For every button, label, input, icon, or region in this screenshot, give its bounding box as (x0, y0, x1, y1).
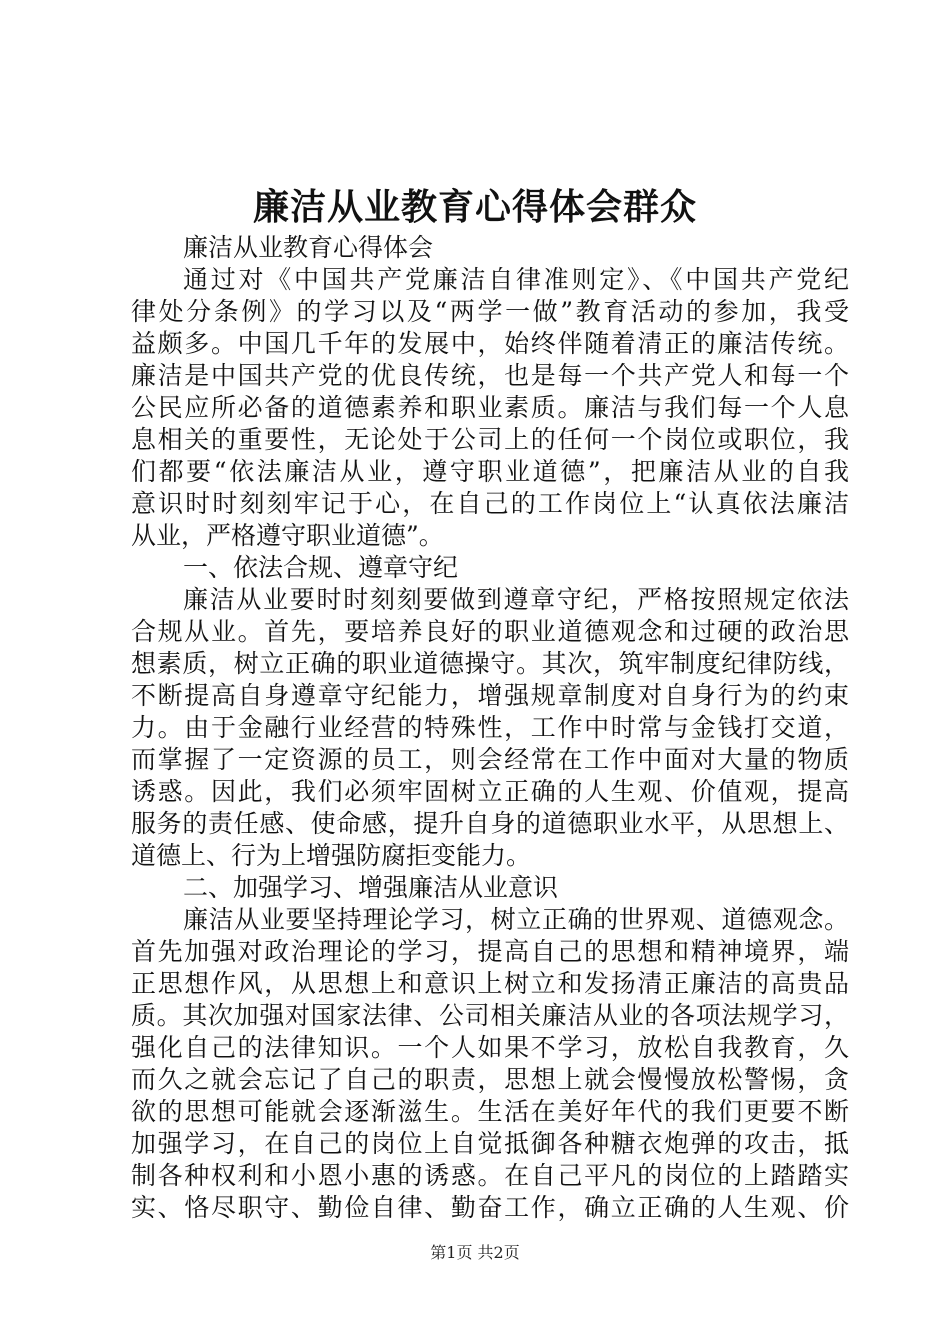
subtitle-line: 廉洁从业教育心得体会 (183, 233, 434, 262)
paragraph-line: 想素质，树立正确的职业道德操守。其次，筑牢制度纪律防线， (131, 649, 849, 678)
paragraph-line: 意识时时刻刻牢记于心，在自己的工作岗位上“认真依法廉洁 (131, 489, 849, 518)
paragraph-line: 力。由于金融行业经营的特殊性，工作中时常与金钱打交道， (131, 713, 849, 742)
paragraph-line: 廉洁是中国共产党的优良传统，也是每一个共产党人和每一个 (131, 361, 849, 390)
paragraph-line: 而掌握了一定资源的员工，则会经常在工作中面对大量的物质 (131, 745, 849, 774)
paragraph-line: 首先加强对政治理论的学习，提高自己的思想和精神境界，端 (131, 937, 849, 966)
paragraph-line: 息相关的重要性，无论处于公司上的任何一个岗位或职位，我 (131, 425, 849, 454)
paragraph-line: 通过对《中国共产党廉洁自律准则定》、《中国共产党纪 (183, 265, 849, 294)
paragraph-line: 律处分条例》的学习以及“两学一做”教育活动的参加，我受 (131, 297, 849, 326)
section-heading: 二、加强学习、增强廉洁从业意识 (183, 873, 559, 902)
paragraph-line: 加强学习，在自己的岗位上自觉抵御各种糖衣炮弹的攻击，抵 (131, 1129, 849, 1158)
paragraph-line: 从业，严格遵守职业道德”。 (131, 521, 444, 550)
paragraph-line: 质。其次加强对国家法律、公司相关廉洁从业的各项法规学习， (131, 1001, 849, 1030)
document-body (131, 232, 849, 1224)
paragraph-line: 廉洁从业要坚持理论学习，树立正确的世界观、道德观念。 (183, 905, 849, 934)
paragraph-line: 益颇多。中国几千年的发展中，始终伴随着清正的廉洁传统。 (131, 329, 849, 358)
paragraph-line: 合规从业。首先，要培养良好的职业道德观念和过硬的政治思 (131, 617, 849, 646)
paragraph-line: 实、恪尽职守、勤俭自律、勤奋工作，确立正确的人生观、价 (131, 1193, 849, 1222)
paragraph-line: 诱惑。因此，我们必须牢固树立正确的人生观、价值观，提高 (131, 777, 849, 806)
page-footer: 第1页 共2页 (430, 1243, 520, 1262)
paragraph-line: 正思想作风，从思想上和意识上树立和发扬清正廉洁的高贵品 (131, 969, 849, 998)
paragraph-line: 欲的思想可能就会逐渐滋生。生活在美好年代的我们更要不断 (131, 1097, 849, 1126)
paragraph-line: 道德上、行为上增强防腐拒变能力。 (131, 841, 532, 870)
document-title: 廉洁从业教育心得体会群众 (252, 187, 697, 228)
paragraph-line: 公民应所必备的道德素养和职业素质。廉洁与我们每一个人息 (131, 393, 849, 422)
paragraph-line: 服务的责任感、使命感，提升自身的道德职业水平，从思想上、 (131, 809, 849, 838)
paragraph-line: 们都要“依法廉洁从业，遵守职业道德”，把廉洁从业的自我 (131, 457, 849, 486)
section-heading: 一、依法合规、遵章守纪 (183, 553, 459, 582)
paragraph-line: 不断提高自身遵章守纪能力，增强规章制度对自身行为的约束 (131, 681, 849, 710)
paragraph-line: 而久之就会忘记了自己的职责，思想上就会慢慢放松警惕，贪 (131, 1065, 849, 1094)
paragraph-line: 制各种权利和小恩小惠的诱惑。在自己平凡的岗位的上踏踏实 (131, 1161, 849, 1190)
paragraph-line: 廉洁从业要时时刻刻要做到遵章守纪，严格按照规定依法 (183, 585, 849, 614)
paragraph-line: 强化自己的法律知识。一个人如果不学习，放松自我教育，久 (131, 1033, 849, 1062)
